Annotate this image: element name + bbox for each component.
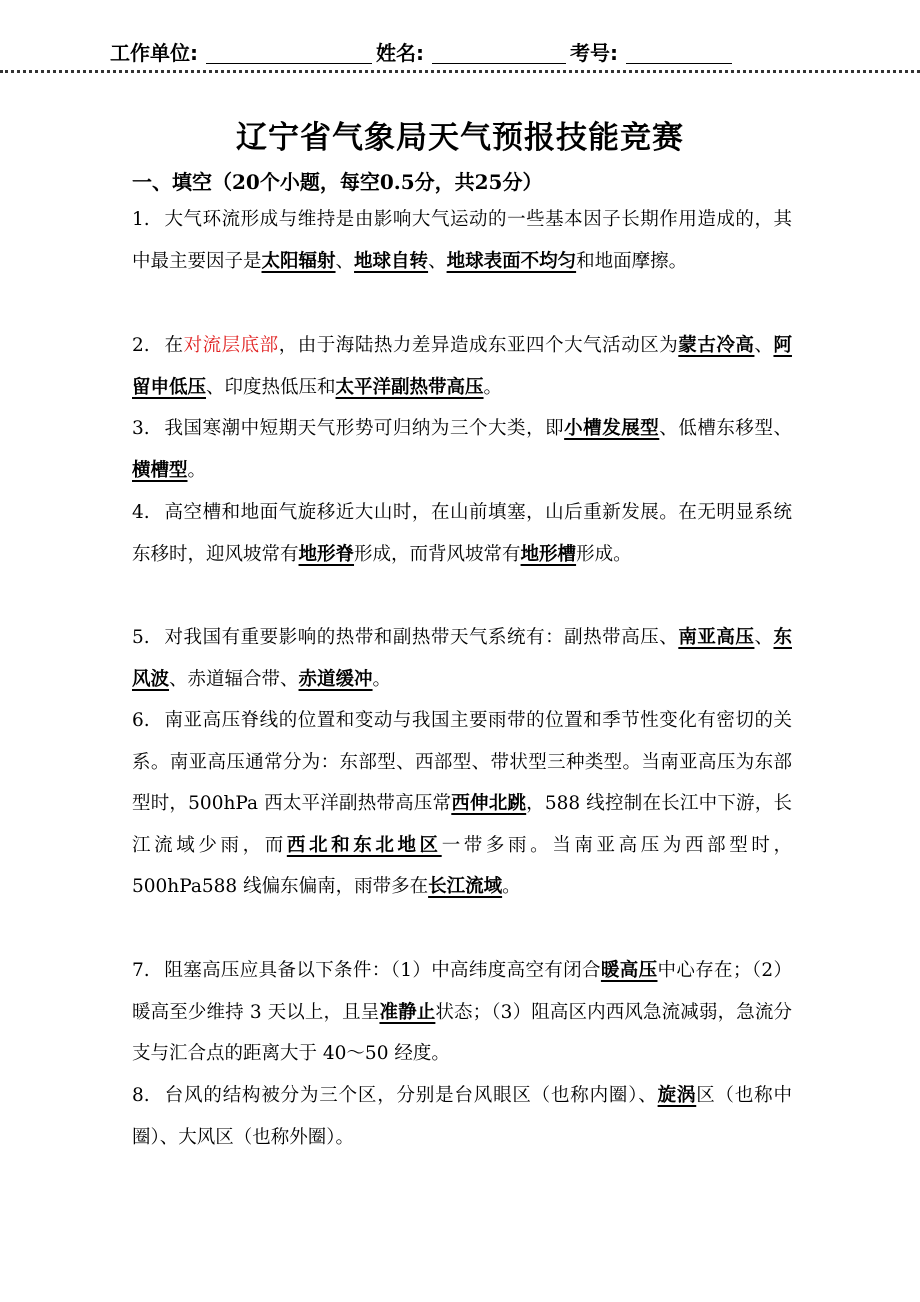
question-number: 3. xyxy=(132,418,150,439)
question-text: 。 xyxy=(483,376,503,398)
name-blank[interactable] xyxy=(432,41,566,64)
question-text: 中心存在；（2）暖高至少维持 3 天以上，且呈 xyxy=(132,960,792,1023)
highlighted-text: 对流层底部 xyxy=(183,335,279,356)
question-text: 区（也称中圈）、大风区（也称外圈）。 xyxy=(132,1085,792,1148)
question-text: 一带多雨。当南亚高压为西部型时，500hPa588 线偏东偏南，雨带多在 xyxy=(132,834,792,897)
question-text: 在 xyxy=(164,335,184,356)
question-text: 形成，而背风坡常有 xyxy=(354,543,521,565)
question-text: 台风的结构被分为三个区，分别是台风眼区（也称内圈）、 xyxy=(164,1085,658,1106)
answer: 阿留申低压 xyxy=(132,335,792,398)
question-number: 7. xyxy=(132,960,150,981)
question-text: 、 xyxy=(428,250,447,272)
question-text: ，588 线控制在长江中下游，长江流域少雨，而 xyxy=(132,793,792,856)
answer: 东风波 xyxy=(132,627,792,690)
dotted-cut-line xyxy=(0,70,920,73)
exam-id-label: 考号: xyxy=(570,41,618,65)
page-title: 辽宁省气象局天气预报技能竞赛 xyxy=(236,120,684,156)
answer: 准静止 xyxy=(379,1001,436,1023)
name-label: 姓名: xyxy=(376,41,424,65)
question-text: 状态；（3）阻高区内西风急流减弱，急流分支与汇合点的距离大于 40～50 经度。 xyxy=(132,1001,792,1064)
answer: 南亚高压 xyxy=(678,627,755,648)
question-text: 对我国有重要影响的热带和副热带天气系统有：副热带高压、 xyxy=(164,627,679,648)
question-4 xyxy=(132,492,792,575)
question-number: 6. xyxy=(132,710,150,731)
question-text: 、 xyxy=(754,627,774,648)
question-number: 5. xyxy=(132,627,150,648)
question-text: 阻塞高压应具备以下条件：（1）中高纬度高空有闭合 xyxy=(164,960,601,981)
question-1 xyxy=(132,199,792,282)
question-6 xyxy=(132,700,792,908)
answer: 地形脊 xyxy=(298,543,355,565)
answer: 蒙古冷高 xyxy=(678,335,755,356)
question-text: 形成。 xyxy=(576,543,632,565)
question-text: 高空槽和地面气旋移近大山时，在山前填塞，山后重新发展。在无明显系统东移时，迎风坡常有 xyxy=(132,502,792,565)
answer: 小槽发展型 xyxy=(564,418,660,439)
work-unit-label: 工作单位: xyxy=(110,41,198,65)
question-text: 。 xyxy=(187,459,207,481)
answer: 西北和东北地区 xyxy=(286,834,442,856)
question-3 xyxy=(132,408,792,491)
answer: 赤道缓冲 xyxy=(298,668,373,690)
question-number: 4. xyxy=(132,502,150,523)
question-text: 南亚高压脊线的位置和变动与我国主要雨带的位置和季节性变化有密切的关系。南亚高压通常分为：东部型、西部型、带状型三种类型。当南亚高压为东部型时，500hPa 西太平洋副热带高压常 xyxy=(132,710,792,814)
question-text: ，由于海陆热力差异造成东亚四个大气活动区为 xyxy=(278,335,679,356)
question-8 xyxy=(132,1075,792,1158)
question-text: 。 xyxy=(502,876,521,897)
question-text: 和地面摩擦。 xyxy=(576,250,688,272)
question-number: 1. xyxy=(132,209,150,230)
answer: 地形槽 xyxy=(520,543,577,565)
answer: 长江流域 xyxy=(428,876,503,897)
answer: 地球自转 xyxy=(354,250,429,272)
question-text: 我国寒潮中短期天气形势可归纳为三个大类，即 xyxy=(164,418,565,439)
question-text: 、赤道辐合带、 xyxy=(169,668,299,690)
exam-id-blank[interactable] xyxy=(626,41,732,64)
question-number: 8. xyxy=(132,1085,150,1106)
answer: 太阳辐射 xyxy=(261,250,336,272)
question-text: 。 xyxy=(372,668,392,690)
question-text: 、 xyxy=(754,335,774,356)
question-text: 大气环流形成与维持是由影响大气运动的一些基本因子长期作用造成的，其中最主要因子是 xyxy=(132,209,792,272)
question-text: 、印度热低压和 xyxy=(206,376,336,398)
answer: 太平洋副热带高压 xyxy=(335,376,484,398)
question-text: 、 xyxy=(335,250,355,272)
answer: 横槽型 xyxy=(132,459,188,481)
work-unit-blank[interactable] xyxy=(206,41,372,64)
question-7 xyxy=(132,950,792,1075)
answer: 暖高压 xyxy=(600,960,658,981)
question-text: 、低槽东移型、 xyxy=(659,418,792,439)
answer: 旋涡 xyxy=(657,1085,697,1106)
question-2 xyxy=(132,325,792,408)
answer: 地球表面不均匀 xyxy=(446,250,577,272)
answer: 西伸北跳 xyxy=(451,793,527,814)
exam-header xyxy=(110,34,736,66)
question-5 xyxy=(132,617,792,700)
section-heading: 一、填空（20个小题，每空0.5分，共25分） xyxy=(132,170,543,194)
question-number: 2. xyxy=(132,335,150,356)
